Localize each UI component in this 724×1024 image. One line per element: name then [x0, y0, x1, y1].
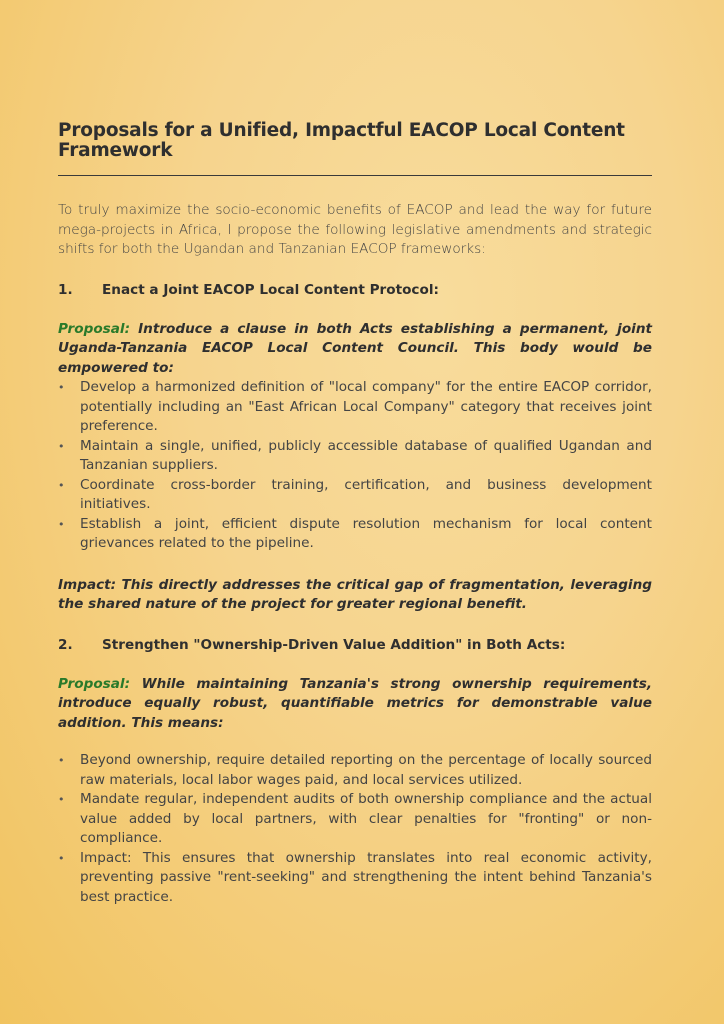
section-2-proposal	[58, 675, 652, 734]
proposal-label: Proposal:	[58, 675, 131, 692]
document-page	[58, 121, 652, 907]
bullet-icon: •	[58, 793, 65, 807]
bullet-icon: •	[58, 851, 65, 865]
bullet-icon: •	[58, 517, 65, 531]
page-title: Proposals for a Unified, Impactful EACOP Local Content Framework	[58, 120, 625, 161]
spacer	[58, 733, 652, 751]
section-number: 2.	[58, 636, 73, 653]
list-item: • Develop a harmonized definition of "local company" for the entire EACOP corridor, potentially including an "East African Local Company" category that receives joint preference.	[58, 379, 652, 435]
bullet-icon: •	[58, 754, 65, 768]
section-2-bullets	[58, 751, 652, 907]
section-1-impact: Impact: This directly addresses the critical gap of fragmentation, leveraging the shared nature of the project for greater regional benefit.	[58, 576, 652, 613]
proposal-text: While maintaining Tanzania's strong ownership requirements, introduce equally robust, quantifiable metrics for demonstrable value addition. This means:	[58, 675, 652, 731]
title-divider	[58, 175, 652, 176]
list-item: • Mandate regular, independent audits of both ownership compliance and the actual value added by local partners, with clear penalties for "fronting" or non-compliance.	[58, 791, 652, 847]
bullet-icon: •	[58, 478, 65, 492]
list-item: • Coordinate cross-border training, certification, and business development initiatives.	[58, 476, 652, 513]
bullet-icon: •	[58, 381, 65, 395]
section-1-heading	[58, 282, 652, 298]
section-title: Enact a Joint EACOP Local Content Protocol:	[102, 281, 439, 298]
list-item: • Beyond ownership, require detailed reporting on the percentage of locally sourced raw materials, local labor wages paid, and local services utilized.	[58, 752, 652, 788]
section-1-proposal	[58, 320, 652, 379]
list-item: • Maintain a single, unified, publicly accessible database of qualified Ugandan and Tanzanian suppliers.	[58, 437, 652, 474]
proposal-label: Proposal:	[58, 320, 131, 337]
list-item: • Establish a joint, efficient dispute resolution mechanism for local content grievances related to the pipeline.	[58, 515, 652, 552]
intro-paragraph: To truly maximize the socio-economic benefits of EACOP and lead the way for future mega-projects in Africa, I propose the following legislative amendments and strategic shifts for both the Ugandan and Tanzanian EACOP frameworks:	[58, 202, 652, 258]
proposal-text: Introduce a clause in both Acts establishing a permanent, joint Uganda-Tanzania EACOP Local Content Council. This body would be empowered to:	[58, 320, 653, 376]
section-2-heading	[58, 637, 652, 653]
section-1-bullets	[58, 378, 652, 554]
list-item: • Impact: This ensures that ownership translates into real economic activity, preventing passive "rent-seeking" and strengthening the intent behind Tanzania's best practice.	[58, 849, 652, 905]
section-title: Strengthen "Ownership-Driven Value Addition" in Both Acts:	[102, 636, 566, 653]
section-number: 1.	[58, 281, 73, 298]
bullet-icon: •	[58, 439, 65, 453]
